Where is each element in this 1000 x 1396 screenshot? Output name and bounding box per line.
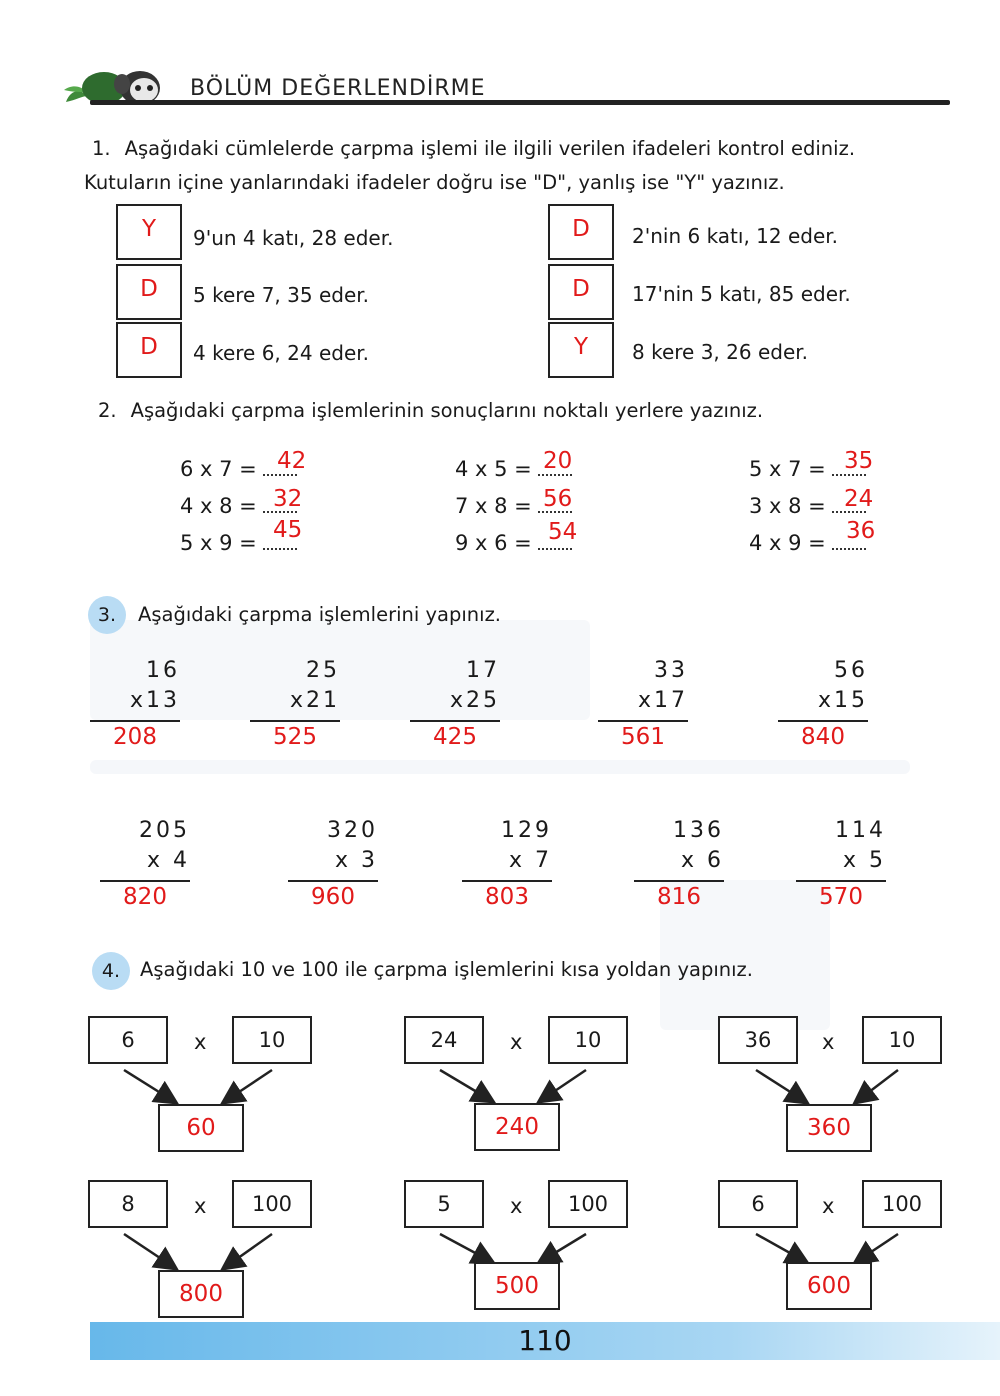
factor-box: 10 xyxy=(862,1016,942,1064)
tf-statement: 17'nin 5 katı, 85 eder. xyxy=(632,282,851,306)
factor-box: 10 xyxy=(548,1016,628,1064)
product-box[interactable]: 500 xyxy=(474,1262,560,1310)
multiplier: x 4 xyxy=(146,848,190,873)
times-sign: x xyxy=(510,1030,523,1054)
equation-answer: 56 xyxy=(543,486,573,512)
equation-answer: 20 xyxy=(543,448,573,474)
multiplicand: 17 xyxy=(466,658,500,683)
multiplier: x21 xyxy=(289,688,340,713)
multiplicand: 114 xyxy=(835,818,886,843)
multiplier: x17 xyxy=(637,688,688,713)
tf-answer: Y xyxy=(573,334,589,360)
q1-number: 1. xyxy=(92,137,111,160)
q3-prompt: Aşağıdaki çarpma işlemlerini yapınız. xyxy=(138,603,501,626)
product-box[interactable]: 240 xyxy=(474,1103,560,1151)
tf-statement: 9'un 4 katı, 28 eder. xyxy=(193,226,394,250)
multiplicand: 25 xyxy=(306,658,340,683)
equation-expr: 4 x 5 = xyxy=(455,457,532,481)
product: 803 xyxy=(485,884,529,910)
times-sign: x xyxy=(510,1194,523,1218)
q4-number-badge: 4. xyxy=(92,952,130,990)
arrow-icon xyxy=(440,1234,492,1262)
equation-answer: 54 xyxy=(548,519,578,545)
equation-answer: 35 xyxy=(844,448,874,474)
equation-answer: 32 xyxy=(273,486,303,512)
factor-box: 100 xyxy=(232,1180,312,1228)
tf-answer: D xyxy=(572,276,590,302)
factor-box: 24 xyxy=(404,1016,484,1064)
product-box[interactable]: 360 xyxy=(786,1104,872,1152)
factor-box: 10 xyxy=(232,1016,312,1064)
equation-expr: 7 x 8 = xyxy=(455,494,532,518)
arrow-icon xyxy=(856,1234,898,1262)
tf-statement: 4 kere 6, 24 eder. xyxy=(193,341,369,365)
product-box[interactable]: 600 xyxy=(786,1262,872,1310)
multiplicand: 136 xyxy=(673,818,724,843)
q2-prompt-text: Aşağıdaki çarpma işlemlerinin sonuçlarını noktalı yerlere yazınız. xyxy=(130,399,764,422)
product-box[interactable]: 800 xyxy=(158,1270,244,1318)
multiplicand: 129 xyxy=(501,818,552,843)
equation-answer: 36 xyxy=(846,518,876,544)
equation-expr: 6 x 7 = xyxy=(180,457,257,481)
tf-statement: 8 kere 3, 26 eder. xyxy=(632,340,808,364)
product: 960 xyxy=(311,884,355,910)
arrow-icon xyxy=(540,1070,586,1101)
tf-answer: Y xyxy=(141,216,157,242)
multiplicand: 320 xyxy=(327,818,378,843)
tf-answer: D xyxy=(572,216,590,242)
section-title: BÖLÜM DEĞERLENDİRME xyxy=(190,76,486,101)
product: 816 xyxy=(657,884,701,910)
product: 525 xyxy=(273,724,317,750)
page-number: 110 xyxy=(518,1324,572,1357)
factor-box: 5 xyxy=(404,1180,484,1228)
page-footer xyxy=(90,1322,1000,1360)
multiplicand: 33 xyxy=(654,658,688,683)
factor-box: 8 xyxy=(88,1180,168,1228)
equation-answer: 42 xyxy=(277,448,307,474)
multiplier: x15 xyxy=(817,688,868,713)
product: 570 xyxy=(819,884,863,910)
times-sign: x xyxy=(194,1194,207,1218)
factor-box: 36 xyxy=(718,1016,798,1064)
equation-answer: 24 xyxy=(844,486,874,512)
product: 425 xyxy=(433,724,477,750)
arrow-icon xyxy=(756,1234,806,1262)
arrow-icon xyxy=(124,1234,175,1268)
q2-number: 2. xyxy=(98,399,117,422)
multiplier: x 3 xyxy=(334,848,378,873)
tf-statement: 5 kere 7, 35 eder. xyxy=(193,283,369,307)
product: 840 xyxy=(801,724,845,750)
times-sign: x xyxy=(822,1030,835,1054)
equation-expr: 4 x 9 = xyxy=(749,531,826,555)
arrow-icon xyxy=(224,1070,272,1102)
q4-prompt: Aşağıdaki 10 ve 100 ile çarpma işlemlerini kısa yoldan yapınız. xyxy=(140,958,753,981)
multiplicand: 56 xyxy=(834,658,868,683)
multiplier: x 6 xyxy=(680,848,724,873)
arrow-icon xyxy=(224,1234,272,1268)
product: 561 xyxy=(621,724,665,750)
factor-box: 100 xyxy=(862,1180,942,1228)
factor-box: 100 xyxy=(548,1180,628,1228)
multiplier: x 7 xyxy=(508,848,552,873)
tf-answer: D xyxy=(140,334,158,360)
multiplier: x25 xyxy=(449,688,500,713)
equation-expr: 3 x 8 = xyxy=(749,494,826,518)
arrow-icon xyxy=(540,1234,586,1262)
equation-answer: 45 xyxy=(273,517,303,543)
q1-prompt-line2: Kutuların içine yanlarındaki ifadeler doğru ise "D", yanlış ise "Y" yazınız. xyxy=(84,171,785,194)
product-box[interactable]: 60 xyxy=(158,1104,244,1152)
multiplier: x13 xyxy=(129,688,180,713)
factor-box: 6 xyxy=(718,1180,798,1228)
arrow-icon xyxy=(124,1070,175,1102)
multiplicand: 205 xyxy=(139,818,190,843)
times-sign: x xyxy=(194,1030,207,1054)
product: 820 xyxy=(123,884,167,910)
equation-expr: 9 x 6 = xyxy=(455,531,532,555)
q1-prompt-line1: Aşağıdaki cümlelerde çarpma işlemi ile ilgili verilen ifadeleri kontrol ediniz. xyxy=(124,137,856,160)
q3-number-badge: 3. xyxy=(88,596,126,634)
tf-statement: 2'nin 6 katı, 12 eder. xyxy=(632,224,839,248)
multiplier: x 5 xyxy=(842,848,886,873)
equation-expr: 5 x 9 = xyxy=(180,531,257,555)
arrow-icon xyxy=(856,1070,898,1102)
times-sign: x xyxy=(822,1194,835,1218)
arrow-icon xyxy=(440,1070,492,1101)
product: 208 xyxy=(113,724,157,750)
equation-expr: 4 x 8 = xyxy=(180,494,257,518)
factor-box: 6 xyxy=(88,1016,168,1064)
arrow-icon xyxy=(756,1070,806,1102)
tf-answer: D xyxy=(140,276,158,302)
equation-expr: 5 x 7 = xyxy=(749,457,826,481)
multiplicand: 16 xyxy=(146,658,180,683)
